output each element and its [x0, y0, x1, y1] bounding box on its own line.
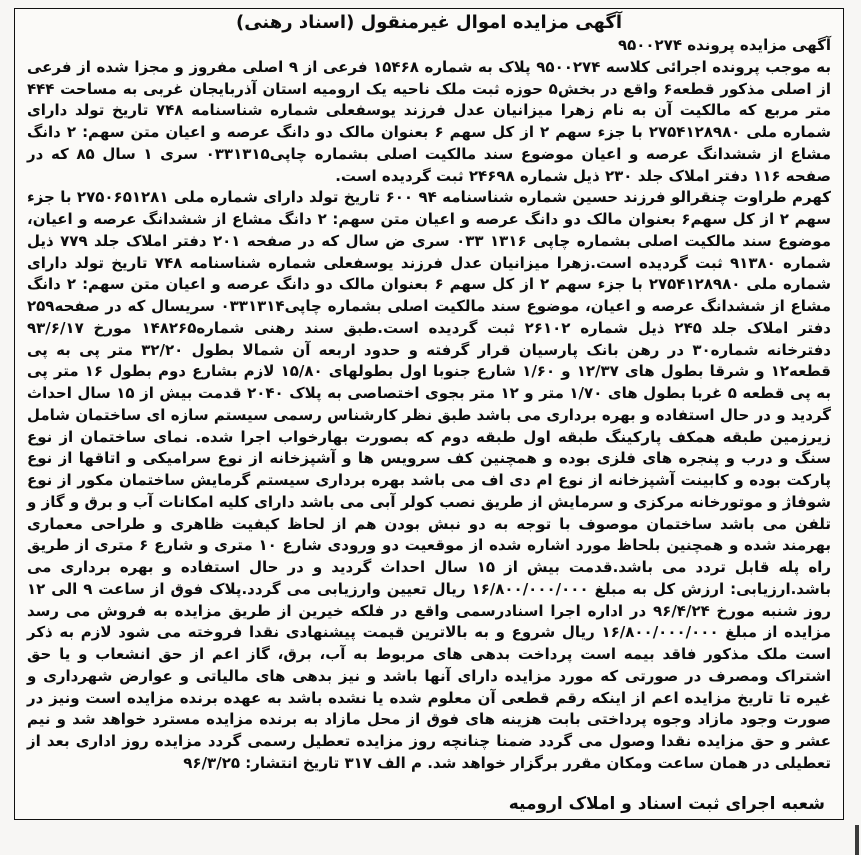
file-number-line: آگهی مزایده پرونده ۹۵۰۰۲۷۴ [617, 36, 831, 54]
issuer-signature: شعبه اجرای ثبت اسناد و املاک ارومیه [508, 794, 825, 814]
notice-title: آگهی مزایده اموال غیرمنقول (اسناد رهنی) [235, 12, 622, 33]
scan-edge-mark [855, 825, 859, 855]
notice-content [27, 9, 831, 819]
details-paragraph: کهرم طراوت چنقرالو فرزند حسین شماره شناسنامه ۹۴ ۶۰۰ تاریخ تولد دارای شماره ملی ۲۷۵۰۶۵۱۲۸۱ با جزء سهم ۲ از کل سهم۶ بعنوان مالک دو دانگ عرصه و اعیان متن سهم: ۲ دانگ مشاع از ششدانگ عرصه و اعیان، موضوع سند مالکیت اصلی بشماره چاپی ۱۳۱۶ ۰۳۳ سری ض سال که در صفحه ۲۰۱ دفتر املاک جلد ۷۷۹ ذیل شماره ۹۱۳۸۰ ثبت گردیده است.زهرا میزانیان عدل فرزند یوسفعلی شماره شناسنامه ۷۴۸ تاریخ تولد دارای شماره ملی ۲۷۵۴۱۲۸۹۸۰ با جزء سهم ۲ از کل سهم ۶ بعنوان مالک دو دانگ عرصه و اعیان متن سهم: ۲ دانگ مشاع از ششدانگ عرصه و اعیان، موضوع سند مالکیت اصلی بشماره چاپی۰۳۳۱۳۱۴ سریسال که در صفحه۲۵۹ دفتر املاک جلد ۲۴۵ ذیل شماره ۲۶۱۰۲ ثبت گردیده است.طبق سند رهنی شماره۱۴۸۲۶۵ مورخ ۹۳/۶/۱۷ دفترخانه شماره۳۰ در رهن بانک پارسیان قرار گرفته و حدود اربعه آن شمالا بطول ۳۲/۲۰ متر پی به پی قطعه۱۲ و شرقا بطول های ۱۲/۳۷ و ۱/۶۰ شارع جنوبا اول بطولهای ۱۵/۸۰ لازم بشارع دوم بطول ۱۶ متر پی به پی قطعه ۵ غربا بطول های ۱/۷۰ متر و ۱۲ متر بجوی اختصاصی به پلاک ۲۰۴۰ قدمت بیش از ۱۵ سال احداث گردید و در حال استفاده و بهره برداری می باشد طبق نظر کارشناس رسمی سیستم سازه ای ساختمان شامل زیرزمین طبقه همکف پارکینگ طبقه اول طبقه دوم که بصورت بهارخواب اجرا شده. نمای ساختمان از نوع سنگ و درب و پنجره های فلزی بوده و همچنین کف سرویس ها و آشپزخانه از نوع سرامیکی و اتاقها از نوع پارکت بوده و کابینت آشپزخانه از نوع ام دی اف می باشد بهره برداری سیستم گرمایش ساختمان مکور از نوع شوفاژ و موتورخانه مرکزی و سرمایش از طریق نصب کولر آبی می باشد دارای کلیه امکانات آب و برق و گاز و تلفن می باشد ساختمان موصوف با توجه به دو نبش بودن هم از لحاظ کیفیت ظاهری و طراحی معماری بهرمند شده و همچنین بلحاظ مورد اشاره شده از موقعیت دو ورودی شارع ۱۰ متری و شارع ۶ متری از طریق راه پله قابل تردد می باشد.قدمت بیش از ۱۵ سال احداث گردید و در حال استفاده و بهره برداری می باشد.ارزیابی: ارزش کل به مبلغ ۱۶/۸۰۰/۰۰۰/۰۰۰ ریال تعیین وارزیابی می گردد.پلاک فوق از ساعت ۹ الی ۱۲ روز شنبه مورخ ۹۶/۴/۲۴ در اداره اجرا اسنادرسمی واقع در فلکه خیرین از طریق مزایده به فروش می رسد مزایده از مبلغ ۱۶/۸۰۰/۰۰۰/۰۰۰ ریال شروع و به بالاترین قیمت پیشنهادی نقدا فروخته می شود لازم به ذکر است ملک مذکور فاقد بیمه است پرداخت بدهی های مربوط به آب، برق، گاز اعم از حق انشعاب و یا حق اشتراک ومصرف در صورتی که مورد مزایده دارای آنها باشد و نیز بدهی های مالیاتی و عوارض شهرداری و غیره تا تاریخ مزایده اعم از اینکه رقم قطعی آن معلوم شده یا نشده باشد به عهده برنده مزایده است ونیز در صورت وجود مازاد وجوه پرداختی بابت هزینه های فوق از محل مازاد به برنده مزایده مسترد خواهد شد و نیم عشر و حق مزایده نقدا وصول می گردد ضمنا چنانچه روز مزایده تعطیل رسمی گردد مزایده روز اداری بعد از تعطیلی در همان ساعت ومکان مقرر برگزار خواهد شد. م الف ۳۱۷ تاریخ انتشار: ۹۶/۳/۲۵ [27, 188, 832, 772]
property-paragraph: به موجب پرونده اجرائی کلاسه ۹۵۰۰۲۷۴ پلاک به شماره ۱۵۴۶۸ فرعی از ۹ اصلی مفروز و مجزا شده از فرعی از اصلی مذکور قطعه۶ واقع در بخش۵ حوزه ثبت ملک ناحیه یک ارومیه استان آذربایجان غربی به مساحت ۴۴۴ متر مربع که مالکیت آن به نام زهرا میزانیان عدل فرزند یوسفعلی شماره شناسنامه ۷۴۸ تاریخ تولد دارای شماره ملی ۲۷۵۴۱۲۸۹۸۰ با جزء سهم ۲ از کل سهم ۶ بعنوان مالک دو دانگ عرصه و اعیان متن سهم: ۲ دانگ مشاع از ششدانگ عرصه و اعیان موضوع سند مالکیت اصلی بشماره چاپی۰۳۳۱۳۱۵ سری ۱ سال ۸۵ که در صفحه ۱۱۶ دفتر املاک جلد ۲۳۰ ذیل شماره ۲۴۶۹۸ ثبت گردیده است. [27, 57, 831, 185]
auction-notice [14, 8, 844, 820]
